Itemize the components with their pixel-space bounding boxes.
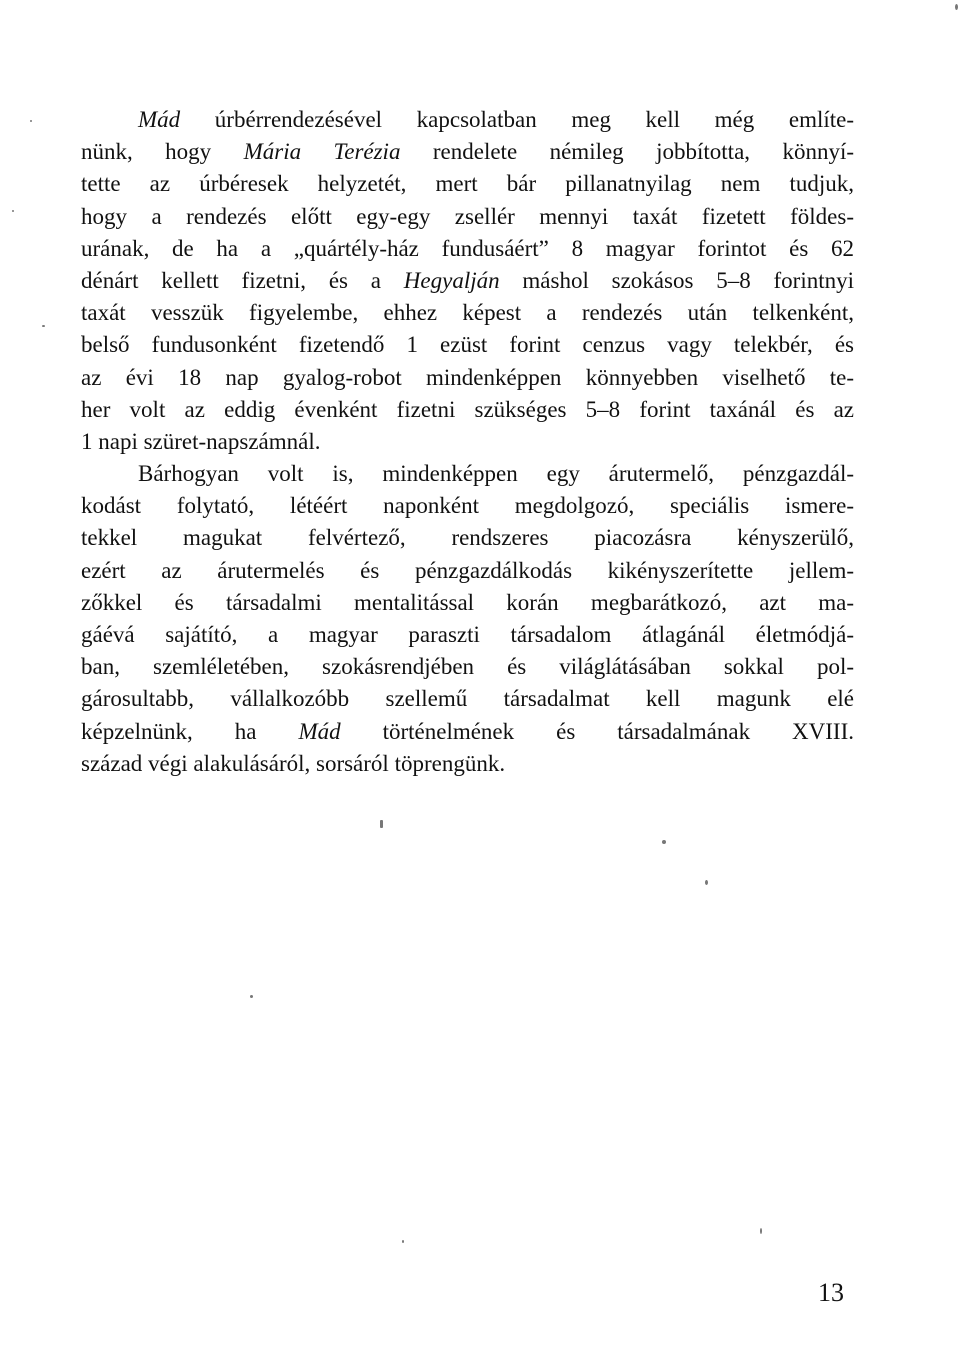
text-line [81, 104, 854, 136]
text-segment: ban, szemléletében, szokásrendjében és világlátásában sokkal pol- [81, 654, 854, 680]
text-line [81, 458, 854, 490]
text-line [81, 394, 854, 426]
text-segment: urának, de ha a „quártély-ház fundusáért” 8 magyar forintot és 62 [81, 235, 854, 261]
text-line [81, 136, 854, 168]
scan-speck [380, 820, 383, 828]
text-line [81, 297, 854, 329]
text-segment: gáévá sajátító, a magyar paraszti társadalom átlagánál életmódjá- [81, 622, 854, 647]
text-segment: nünk, hogy [81, 139, 244, 165]
text-segment: her volt az eddig évenként fizetni szükséges 5–8 forint taxánál és az [81, 396, 854, 422]
page-number: 13 [818, 1278, 844, 1307]
text-line [81, 651, 854, 683]
scan-speck [705, 880, 708, 885]
scan-speck [662, 840, 666, 844]
text-segment: zőkkel és társadalmi mentalitással korán megbarátkozó, azt ma- [81, 589, 854, 615]
text-line [81, 522, 854, 554]
text-line [81, 587, 854, 619]
text-line [81, 233, 854, 265]
scan-speck [955, 4, 958, 10]
text-segment: az évi 18 nap gyalog-robot mindenképpen könnyebben viselhető te- [81, 364, 854, 390]
text-segment: belső fundusonként fizetendő 1 ezüst forint cenzus vagy telekbér, és [81, 332, 854, 358]
text-segment: hogy a rendezés előtt egy-egy zsellér mennyi taxát fizetett földes- [81, 203, 854, 229]
text-segment: Bárhogyan volt is, mindenképpen egy árutermelő, pénzgazdál- [138, 461, 854, 487]
italic-name: Mád [138, 107, 181, 132]
body-text [81, 104, 854, 780]
scan-speck [12, 210, 14, 212]
text-segment: taxát vesszük figyelembe, ehhez képest a rendezés után telkenként, [81, 300, 854, 326]
text-line [81, 490, 854, 522]
text-line [81, 201, 854, 233]
text-segment: rendelete némileg jobbította, könnyí- [400, 139, 855, 165]
text-segment: máshol szokásos 5–8 forintnyi [499, 267, 854, 293]
text-segment: tekkel magukat felvértező, rendszeres piacozásra kényszerülő, [81, 525, 854, 551]
text-line [81, 265, 854, 297]
text-segment: történelmének és társadalmának XVIII. [340, 718, 854, 744]
italic-name: Mád [298, 718, 341, 744]
scan-speck [402, 1240, 404, 1243]
italic-name: Hegyalján [403, 267, 500, 293]
text-segment: úrbérrendezésével kapcsolatban meg kell még említe- [180, 107, 854, 132]
text-segment: gárosultabb, vállalkozóbb szellemű társadalmat kell magunk elé [81, 686, 854, 712]
text-line [81, 168, 854, 200]
text-line [81, 426, 854, 458]
text-segment: képzelnünk, ha [81, 718, 299, 744]
text-segment: kodást folytató, létéért naponként megdolgozó, speciális ismere- [81, 493, 854, 519]
scan-speck [250, 995, 253, 998]
text-segment: dénárt kellett fizetni, és a [81, 267, 404, 293]
text-segment: ezért az árutermelés és pénzgazdálkodás kikényszerítette jellem- [81, 557, 854, 583]
text-line [81, 555, 854, 587]
text-line [81, 748, 854, 780]
text-segment: század végi alakulásáról, sorsáról töprengünk. [81, 750, 506, 776]
text-line [81, 362, 854, 394]
text-line [81, 329, 854, 361]
text-line [81, 683, 854, 715]
text-line [81, 716, 854, 748]
scan-speck [42, 325, 45, 327]
text-segment: tette az úrbéresek helyzetét, mert bár pillanatnyilag nem tudjuk, [81, 171, 854, 197]
text-line [81, 619, 854, 651]
text-segment: 1 napi szüret-napszámnál. [81, 428, 321, 454]
scan-speck [30, 120, 32, 122]
scan-speck [760, 1228, 762, 1234]
italic-name: Mária Terézia [243, 139, 401, 165]
